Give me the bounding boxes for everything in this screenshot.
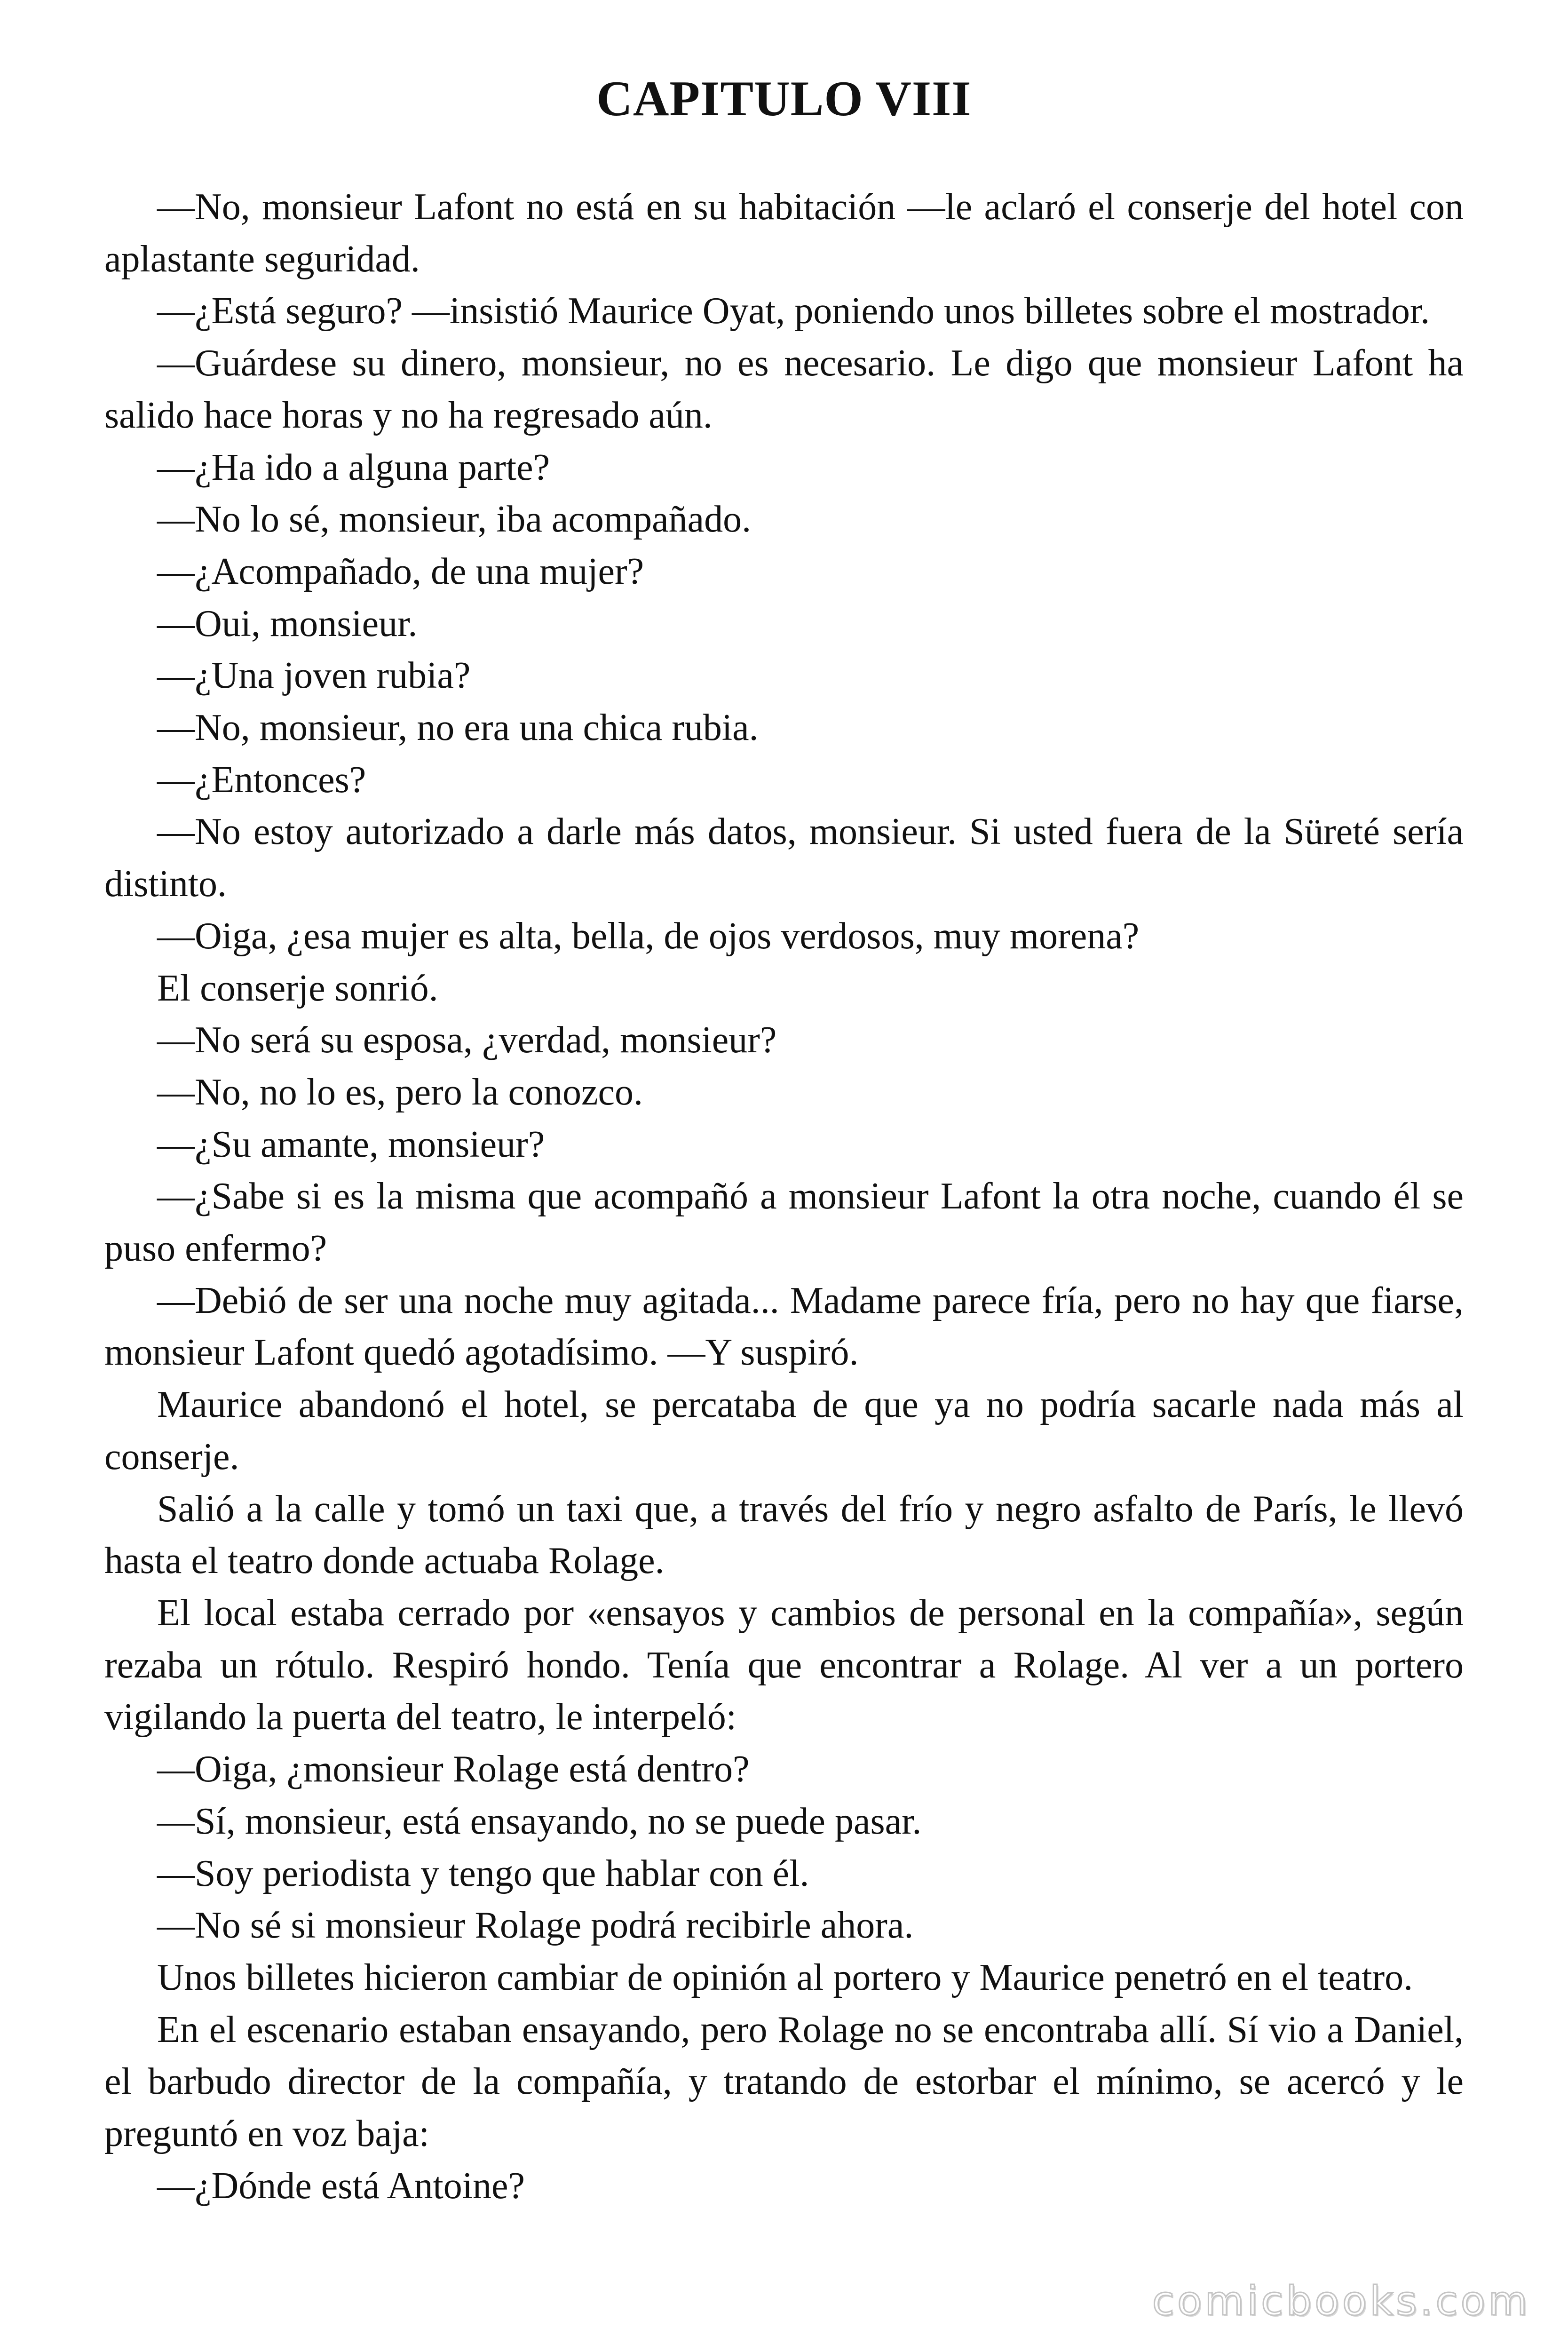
paragraph: El conserje sonrió. [157,967,438,1009]
paragraph: En el escenario estaban ensayando, pero Rolage no se encontraba allí. Sí vio a Daniel, el barbudo director de la compañía, y tratando de estorbar el mínimo, se acercó y le preguntó en voz baja: [104,2009,1464,2155]
paragraph: Unos billetes hicieron cambiar de opinión al portero y Maurice penetró en el teatro. [157,1956,1413,1998]
paragraph: —Debió de ser una noche muy agitada... Madame parece fría, pero no hay que fiarse, monsieur Lafont quedó agotadísimo. —Y suspiró. [104,1279,1464,1374]
paragraph: —Guárdese su dinero, monsieur, no es necesario. Le digo que monsieur Lafont ha salido hace horas y no ha regresado aún. [104,342,1464,436]
paragraph: —¿Está seguro? —insistió Maurice Oyat, poniendo unos billetes sobre el mostrador. [157,290,1430,332]
paragraph: —Sí, monsieur, está ensayando, no se puede pasar. [157,1800,922,1842]
paragraph: Maurice abandonó el hotel, se percataba de que ya no podría sacarle nada más al conserje. [104,1384,1464,1478]
paragraph: —¿Su amante, monsieur? [157,1123,545,1165]
chapter-body [104,181,1464,2212]
paragraph: —No estoy autorizado a darle más datos, monsieur. Si usted fuera de la Süreté sería distinto. [104,811,1464,905]
paragraph: —¿Dónde está Antoine? [157,2165,525,2207]
paragraph: —¿Entonces? [157,759,366,801]
paragraph: Salió a la calle y tomó un taxi que, a través del frío y negro asfalto de París, le llevó hasta el teatro donde actuaba Rolage. [104,1488,1464,1582]
paragraph: —¿Una joven rubia? [157,655,471,697]
paragraph: —Oiga, ¿esa mujer es alta, bella, de ojos verdosos, muy morena? [157,915,1140,957]
watermark: comicbooks.com [1152,2278,1530,2325]
paragraph: —Oui, monsieur. [157,603,418,644]
paragraph: —¿Ha ido a alguna parte? [157,446,550,488]
paragraph: —No, monsieur, no era una chica rubia. [157,707,759,749]
paragraph: —No sé si monsieur Rolage podrá recibirle ahora. [157,1905,914,1947]
paragraph: El local estaba cerrado por «ensayos y cambios de personal en la compañía», según rezaba un rótulo. Respiró hondo. Tenía que encontrar a Rolage. Al ver a un portero vigilando la puerta del teatro, le interpeló: [104,1592,1464,1738]
paragraph: —No lo sé, monsieur, iba acompañado. [157,499,752,540]
paragraph: —¿Sabe si es la misma que acompañó a monsieur Lafont la otra noche, cuando él se puso enfermo? [104,1176,1464,1270]
paragraph: —No, no lo es, pero la conozco. [157,1071,643,1113]
paragraph: —No será su esposa, ¿verdad, monsieur? [157,1019,777,1061]
paragraph: —No, monsieur Lafont no está en su habitación —le aclaró el conserje del hotel con aplastante seguridad. [104,186,1464,280]
paragraph: —Oiga, ¿monsieur Rolage está dentro? [157,1748,750,1790]
chapter-title: CAPITULO VIII [596,71,972,126]
paragraph: —¿Acompañado, de una mujer? [157,550,644,592]
book-page [104,66,1464,2212]
paragraph: —Soy periodista y tengo que hablar con él. [157,1852,809,1894]
